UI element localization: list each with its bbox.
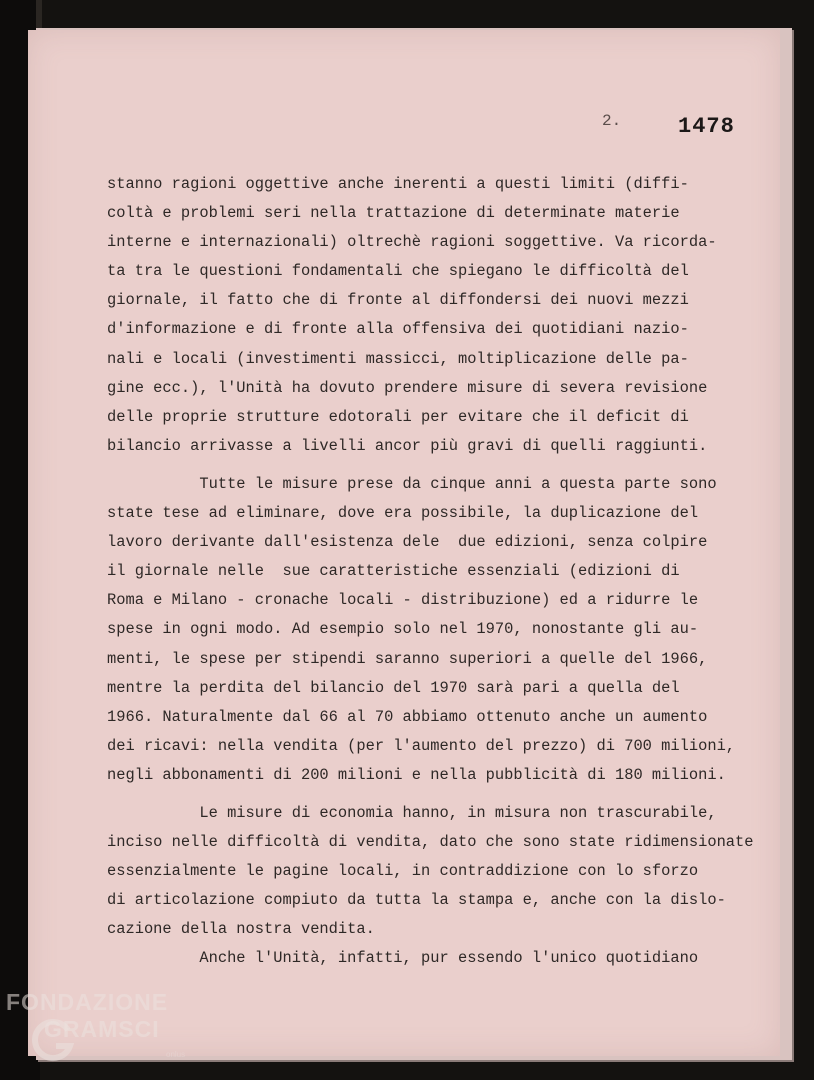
paragraph-gap: [107, 461, 787, 470]
text-line: ta tra le questioni fondamentali che spiegano le difficoltà del: [107, 262, 689, 281]
text-line: d'informazione e di fronte alla offensiva dei quotidiani nazio-: [107, 320, 689, 339]
text-line: dei ricavi: nella vendita (per l'aumento del prezzo) di 700 milioni,: [107, 736, 736, 755]
text-line: nali e locali (investimenti massicci, moltiplicazione delle pa-: [107, 349, 689, 368]
text-line: Tutte le misure prese da cinque anni a questa parte sono: [107, 474, 717, 493]
watermark-line-1: FONDAZIONE: [6, 989, 169, 1015]
typed-text-body: [107, 170, 787, 974]
text-line: menti, le spese per stipendi saranno superiori a quelle del 1966,: [107, 649, 708, 668]
text-line: Le misure di economia hanno, in misura non trascurabile,: [107, 803, 717, 822]
watermark-sub: onlus: [166, 1050, 186, 1059]
text-line: coltà e problemi seri nella trattazione di determinate materie: [107, 204, 680, 223]
text-line: cazione della nostra vendita.: [107, 920, 375, 939]
text-line: il giornale nelle sue caratteristiche essenziali (edizioni di: [107, 562, 680, 581]
binding-edge: [36, 0, 42, 30]
text-line: mentre la perdita del bilancio del 1970 sarà pari a quella del: [107, 678, 680, 697]
text-line: di articolazione compiuto da tutta la stampa e, anche con la dislo-: [107, 891, 726, 910]
text-line: 1966. Naturalmente dal 66 al 70 abbiamo ottenuto anche un aumento: [107, 707, 708, 726]
text-line: stanno ragioni oggettive anche inerenti a questi limiti (diffi-: [107, 175, 689, 193]
text-line: Anche l'Unità, infatti, pur essendo l'unico quotidiano: [107, 949, 699, 968]
text-line: inciso nelle difficoltà di vendita, dato che sono state ridimensionate: [107, 833, 754, 852]
document-number: 1478: [678, 114, 735, 139]
page-marker: 2.: [602, 112, 622, 130]
archive-watermark: [6, 988, 186, 1059]
text-line: gine ecc.), l'Unità ha dovuto prendere misure di severa revisione: [107, 378, 708, 397]
watermark-line-2: GRAMSCI: [44, 1016, 160, 1042]
text-line: lavoro derivante dall'esistenza dele due edizioni, senza colpire: [107, 533, 708, 552]
text-line: giornale, il fatto che di fronte al diffondersi dei nuovi mezzi: [107, 291, 689, 310]
text-line: essenzialmente le pagine locali, in contraddizione con lo sforzo: [107, 862, 699, 881]
text-line: bilancio arrivasse a livelli ancor più gravi di quelli raggiunti.: [107, 436, 708, 455]
text-line: delle proprie strutture edotorali per evitare che il deficit di: [107, 407, 689, 426]
text-line: spese in ogni modo. Ad esempio solo nel 1970, nonostante gli au-: [107, 620, 699, 639]
paragraph-gap: [107, 790, 787, 799]
text-line: Roma e Milano - cronache locali - distribuzione) ed a ridurre le: [107, 591, 699, 610]
text-line: negli abbonamenti di 200 milioni e nella pubblicità di 180 milioni.: [107, 765, 726, 784]
text-line: state tese ad eliminare, dove era possibile, la duplicazione del: [107, 504, 699, 523]
watermark-g-icon: [32, 1018, 76, 1062]
text-line: interne e internazionali) oltrechè ragioni soggettive. Va ricorda-: [107, 233, 717, 252]
